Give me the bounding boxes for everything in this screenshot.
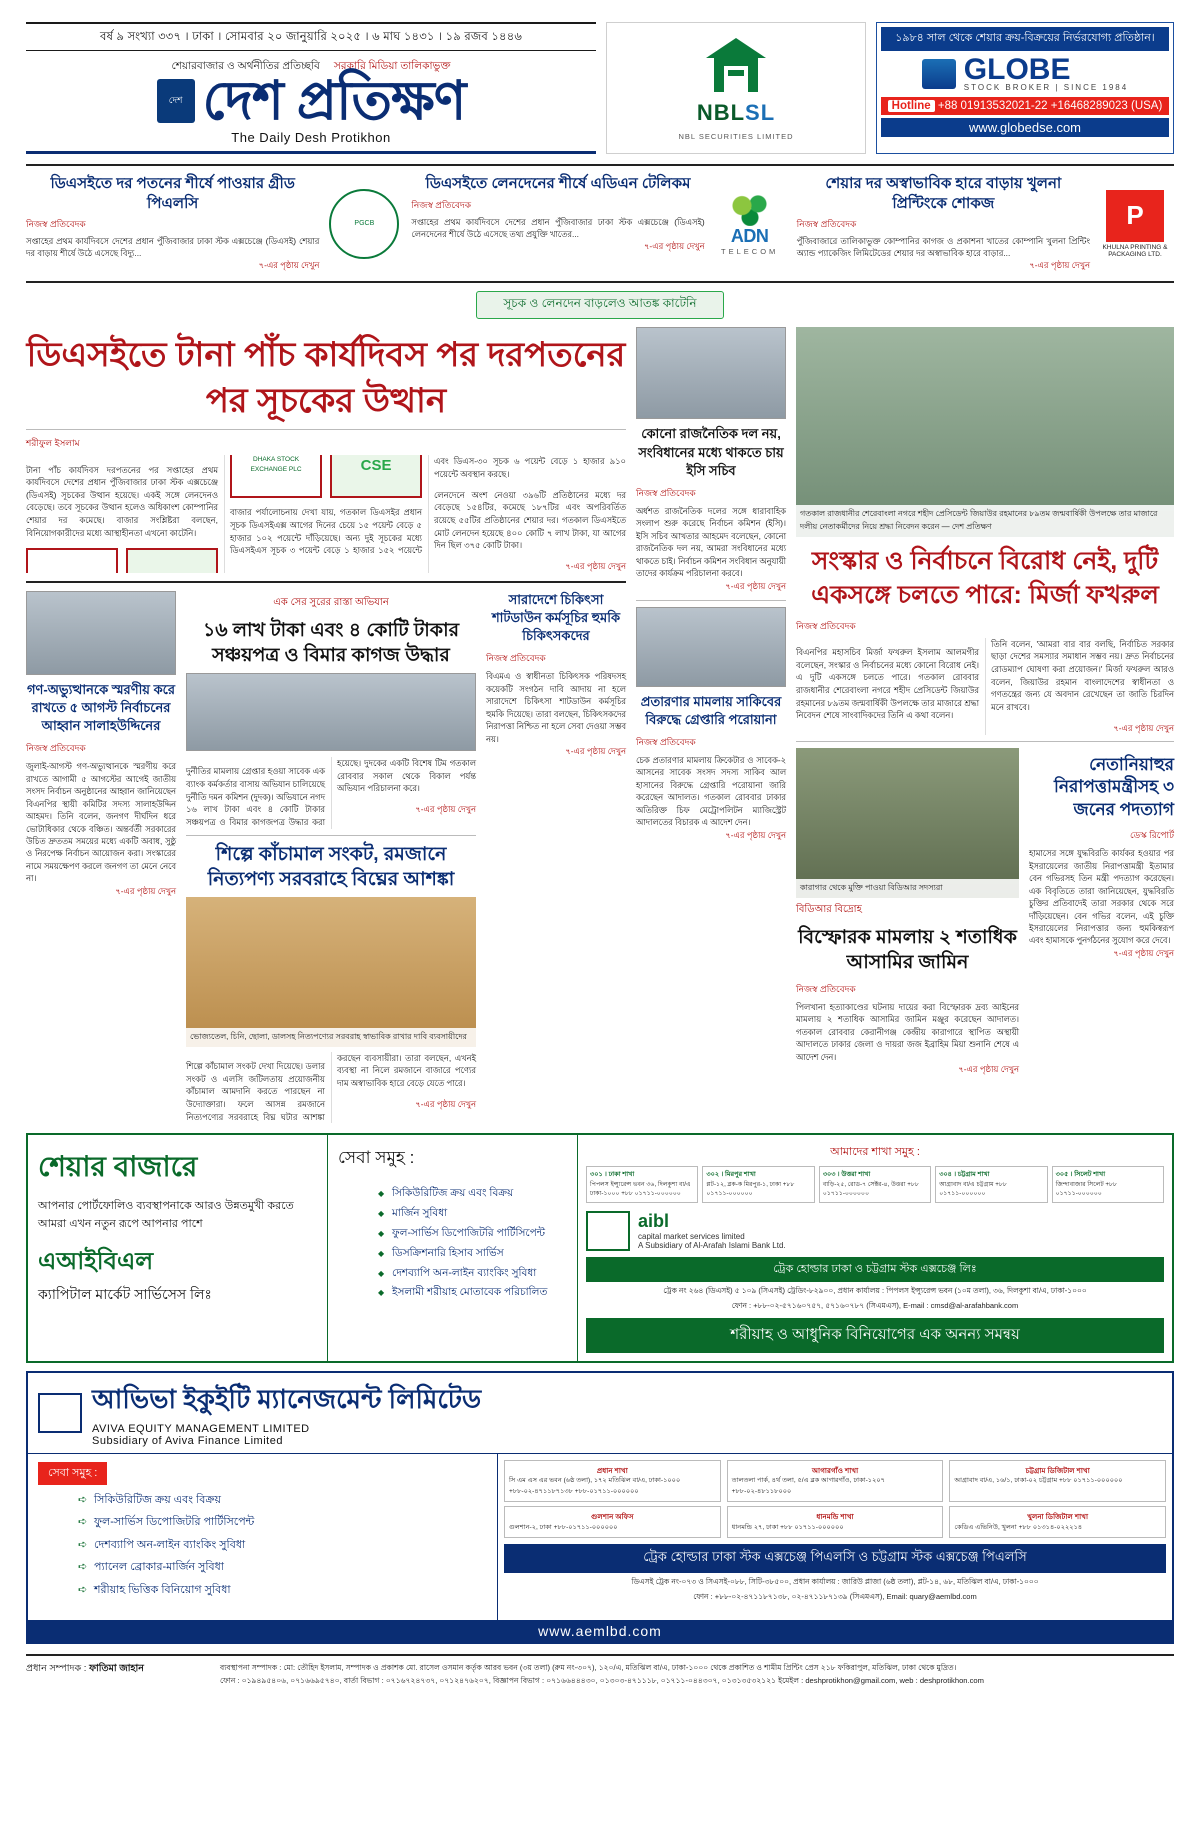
aibl-service-item: ◆ দেশব্যাপি অন-লাইন ব্যাংকিং সুবিধা	[378, 1264, 567, 1284]
lead-headline[interactable]: ডিএসইতে টানা পাঁচ কার্যদিবস পর দরপতনের পর সূচকের উত্থান	[26, 327, 626, 430]
aviva-service-item: ➪ প্যানেল ব্রোকার-মার্জিন সুবিধা	[78, 1556, 487, 1579]
aviva-header	[28, 1373, 1172, 1454]
bdr-kicker: বিডিআর বিদ্রোহ	[796, 903, 862, 915]
aviva-service-item: ➪ সিকিউরিটিজ ক্রয় এবং বিক্রয়	[78, 1489, 487, 1512]
khulna-printing-logo-icon: P KHULNA PRINTING & PACKAGING LTD.	[1096, 174, 1174, 273]
mid-stories	[26, 591, 626, 1123]
ec-byline: নিজস্ব প্রতিবেদক	[636, 487, 696, 498]
imprint-line-1: ব্যবস্থাপনা সম্পাদক : মো: তৌহিদ ইসলাম, সম্পাদক ও প্রকাশক মো. রাসেল ওসমান কর্তৃক আরব ভবন (৩য় তলা) (রুম নং-৩০৭), ১২০/এ, মতিঝিল বা/এ, ঢাকা-১০০০ থেকে প্রকাশিত ও শামীম প্রিন্টিং প্রেস ২১৮ ফকিরাপুল, মতিঝিল, ঢাকা থেকে মুদ্রিত।	[220, 1663, 957, 1673]
imprint-line-2: ফোন : ০১৯৪৯৫৪০৬, ০৭১৬৬৯৫৭৪০, বার্তা বিভাগ : ০৭১৬৭২৪৭৩৭, ০৭১২৪৭৬২০৭, বিজ্ঞাপন বিভাগ : ০৭১৬৬৪৪৪৩০, ০১৩০৩-৪৭১১১৮, ০১৭১১-০৪৪৩০৭, ০১৩১৩৫৩২১২১ ইমেইল : deshprotikhon@gmail.com, web : deshprotikhon.com	[220, 1676, 984, 1686]
top-story-2[interactable]	[411, 174, 788, 273]
bdr-headline[interactable]: বিস্ফোরক মামলায় ২ শতাধিক আসামির জামিন	[798, 926, 1017, 974]
bdr-more[interactable]: ৭-এর পৃষ্ঠায় দেখুন	[958, 1064, 1019, 1074]
aibl-ad-left	[28, 1135, 328, 1360]
bdr-photo-caption: কারাগার থেকে মুক্তি পাওয়া বিডিআর সদস্যরা	[796, 879, 1019, 898]
adn-telecom-logo-icon: ADN TELECOM	[711, 174, 789, 273]
top-story-1[interactable]	[26, 174, 403, 273]
aibl-phone: ফোন : +৮৮-০২-৫৭১৬০৭৫৭, ৫৭১৬০৭৮৭ (সিএমএস), E-mail : cmsd@al-arafahbank.com	[731, 1300, 1019, 1310]
aibl-branches	[578, 1135, 1172, 1360]
aibl-brand-sub: ক্যাপিটাল মার্কেট সার্ভিসেস লিঃ	[38, 1286, 212, 1303]
aviva-branch: খুলনা ডিজিটাল শাখা কেডিএ এভিনিউ, খুলনা +৮৮ ০১৩১৪-০২২২১৪	[949, 1506, 1166, 1538]
tagline: শেয়ারবাজার ও অর্থনীতির প্রতিচ্ছবি	[171, 60, 320, 72]
netanyahu-byline: ডেস্ক রিপোর্ট	[1129, 830, 1174, 841]
globe-tagline: ১৯৮৪ সাল থেকে শেয়ার ক্রয়-বিক্রয়ের নির্ভরযোগ্য প্রতিষ্ঠান।	[881, 27, 1169, 51]
aibl-trec: ট্রেক হোল্ডার ঢাকা ও চট্টগ্রাম স্টক এক্সচেঞ্জ লিঃ	[586, 1257, 1164, 1282]
top-story-1-more[interactable]: ৭-এর পৃষ্ঠায় দেখুন	[258, 260, 320, 271]
lead-para-2: বাজার পর্যালোচনায় দেখা যায়, গতকাল ডিএসইর প্রধান সূচক ডিএসইএক্স আগের দিনের চেয়ে ১৫ পয়েন্ট বেড়ে ৫ হাজার ১০২ পয়েন্টে দাঁড়িয়েছে। অন্য দুই সূচকের মধ্যে ডিএসইএস সূচক ৩ পয়েন্ট বেড়ে ১ হাজার ১৫২ পয়েন্টে এবং ডিএস-৩০ সূচক ৬ পয়েন্ট বেড়ে ১ হাজার ৯১০ পয়েন্টে অবস্থান করছে।	[230, 456, 626, 556]
top-story-1-byline: নিজস্ব প্রতিবেদক	[26, 219, 86, 229]
paper-title: দেশ প্রতিক্ষণ	[202, 71, 466, 131]
aibl-branch-grid	[586, 1166, 1164, 1202]
globe-hotline: Hotline +88 01913532021-22 +16468289023 (USA)	[881, 97, 1169, 115]
aibl-service-item: ◆ সিকিউরিটিজ ক্রয় এবং বিক্রয়	[378, 1184, 567, 1204]
main-content	[26, 327, 1174, 1123]
column-middle	[636, 327, 786, 1123]
aibl-title: শেয়ার বাজারে	[38, 1151, 198, 1183]
aviva-phone: ফোন : +৮৮-০২-৪৭১১৮৭১৩৮, ০২-৪৭১১৮৭১৩৯ (সিএমএস), Email: quary@aemlbd.com	[693, 1592, 977, 1602]
duduk-body-wrap	[186, 757, 476, 828]
cse-logo-icon: CSE	[126, 455, 422, 573]
aviva-branch: প্রধান শাখা সি এম এস এর ভবন (৬ষ্ঠ তলা), ১৭২ মতিঝিল বা/এ, ঢাকা-১০০০ +৮৮-০২-৪৭১১৮৭১৩৮ +৮৮-০১৭১১-০০০০০০	[504, 1460, 721, 1503]
netanyahu-story[interactable]	[1029, 748, 1174, 1077]
footer-editor	[26, 1662, 206, 1688]
masthead-logo-row	[26, 71, 596, 131]
aibl-service-item: ◆ ফুল-সার্ভিস ডিপোজিটরি পার্টিসিপেন্ট	[378, 1224, 567, 1244]
aviva-branch: ধানমন্ডি শাখা ধানমন্ডি ২৭, ঢাকা +৮৮ ০১৭১১-০০০০০০	[727, 1506, 944, 1538]
paper-logo-icon: দেশ	[157, 79, 195, 123]
fakhrul-byline: নিজস্ব প্রতিবেদক	[796, 620, 856, 631]
doctors-byline: নিজস্ব প্রতিবেদক	[486, 653, 546, 664]
top-story-1-title: ডিএসইতে দর পতনের শীর্ষে পাওয়ার গ্রীড পিএলসি	[50, 175, 295, 212]
aviva-trec-sub: ডিএসই ট্রেক নং-০৭৩ ও সিএসই-০৮৮, সিটি-৩৮৫০০, প্রধান কার্যালয় : জারিউ প্লাজা (৬ষ্ঠ তলা), প্লট-১৪, ৬৮, মতিঝিল বা/এ, ঢাকা-১০০০	[631, 1577, 1039, 1587]
aviva-website[interactable]: www.aemlbd.com	[28, 1620, 1172, 1642]
aviva-branches	[498, 1454, 1172, 1621]
aviva-branch: চট্টগ্রাম ডিজিটাল শাখা আগ্রাবাদ বা/এ, ১৬/১, ঢাকা-০২ চট্টগ্রাম +৮৮ ০১৭১১-০০০০০০	[949, 1460, 1166, 1503]
top-story-3-byline: নিজস্ব প্রতিবেদক	[796, 219, 857, 229]
aibl-branch: ৩০১ । ঢাকা শাখা পিপলস ইন্স্যুরেন্স ভবন ৩৬, দিলকুশা বা/এ ঢাকা-১০০০ +৮৮ ০১৭১১-০০০০০০	[586, 1166, 698, 1202]
duduk-kicker: এক সের সুরের রাস্তা অভিযান	[273, 596, 389, 608]
aviva-branch-row-2	[504, 1506, 1166, 1538]
aibl-services	[328, 1135, 578, 1360]
aviva-service-item: ➪ শরীয়াহ ভিত্তিক বিনিয়োগ সুবিধা	[78, 1579, 487, 1602]
salahuddin-more[interactable]: ৭-এর পৃষ্ঠায় দেখুন	[115, 885, 176, 896]
divider	[26, 581, 626, 583]
section-banner-text: সূচক ও লেনদেন বাড়লেও আতঙ্ক কাটেনি	[476, 291, 723, 319]
aibl-address: ট্রেক নং ২৬৪ (ডিএসই) ৫ ১০৯ (সিএসই) ট্রেডিং-৮২৯০০, প্রধান কার্যালয় : পিপলস ইন্স্যুরেন্স ভবন (১০ম তলা), ৩৬, দিলকুশা বা/এ, ঢাকা-১০০০	[663, 1285, 1087, 1295]
ec-body: অর্ধশত রাজনৈতিক দলের সঙ্গে ধারাবাহিক সংলাপ শুরু করেছে নির্বাচন কমিশন (ইসি)। ইসি সচিব আখতার আহমেদ বলেছেন, কোনো রাজনৈতিক দল নয়, আমরা সংবিধানের মধ্যে থাকতে চাই। নির্বাচন কমিশন সংবিধান অনুযায়ী তাদের কার্যক্রম পরিচালনা করবে।	[636, 505, 786, 579]
story-doctors[interactable]	[486, 591, 626, 1123]
industry-photo-caption: ভোজ্যতেল, চিনি, ছোলা, ডালসহ নিত্যপণ্যের সরবরাহ স্বাভাবিক রাখার দাবি ব্যবসায়ীদের	[186, 1028, 476, 1047]
top-story-3[interactable]	[797, 174, 1174, 273]
top-story-3-title: শেয়ার দর অস্বাভাবিক হারে বাড়ায় খুলনা প্রিন্টিংকে শোকজ	[825, 175, 1062, 212]
sakib-headline[interactable]: প্রতারণার মামলায় সাকিবের বিরুদ্ধে গ্রেপ্তারি পরোয়ানা	[640, 693, 782, 727]
sakib-more[interactable]: ৭-এর পৃষ্ঠায় দেখুন	[725, 829, 786, 840]
aviva-branch: আগারগাঁও শাখা তালতলা পার্ক, ৪র্থ তলা, ৫/এ ব্লক আগারগাঁও, ঢাকা-১২০৭ +৮৮-০২-৪৮১১৮০০০	[727, 1460, 944, 1503]
top-stories-strip	[26, 164, 1174, 283]
page-footer	[26, 1654, 1174, 1688]
bdr-byline: নিজস্ব প্রতিবেদক	[796, 983, 856, 994]
editor-name: ফাতিমা জাহান	[89, 1663, 144, 1675]
netanyahu-body: হামাসের সঙ্গে যুদ্ধবিরতি কার্যকর হওয়ার পর ইসরায়েলের জাতীয় নিরাপত্তামন্ত্রী ইতামার বেন গভিরসহ তিন মন্ত্রী পদত্যাগ করেছেন। এক বিবৃতিতে তারা জানিয়েছেন, যুদ্ধবিরতি চুক্তির প্রতিবাদেই তারা সরকার থেকে সরে দাঁড়িয়েছেন। বেন গভির বলেন, এই চুক্তি ইসরায়েলের নিরাপত্তার জন্য হুমকিস্বরূপ এবং হামাসকে পুনর্গঠনের সুযোগ করে দেবে।	[1029, 848, 1174, 946]
sakib-photo	[636, 607, 786, 687]
doctors-more[interactable]: ৭-এর পৃষ্ঠায় দেখুন	[565, 746, 626, 756]
section-banner	[26, 291, 1174, 319]
aviva-services-list	[38, 1489, 487, 1602]
aibl-logo-icon	[586, 1211, 630, 1251]
ad-globe-stock-broker[interactable]	[876, 22, 1174, 154]
doctors-body: বিএমএ ও স্বাধীনতা চিকিৎসক পরিষদসহ কয়েকটি সংগঠন দাবি আদায় না হলে সারাদেশে চিকিৎসা শাটডাউন কর্মসূচির হুমকি দিয়েছে। তারা বলছেন, চিকিৎসকদের নিরাপত্তা নিশ্চিত না হলে সেবা দেওয়া সম্ভব নয়।	[486, 671, 626, 744]
industry-more[interactable]: ৭-এর পৃষ্ঠায় দেখুন	[415, 1099, 476, 1110]
salahuddin-body: জুলাই-আগস্ট গণ-অভ্যুত্থানকে স্মরণীয় করে রাখতে আগামী ৫ আগস্টের আগেই জাতীয় সংসদ নির্বাচন অনুষ্ঠানের আহ্বান জানিয়েছেন বিএনপির স্থায়ী কমিটির সদস্য সালাহউদ্দিন আহমদ। তিনি বলেন, জনগণ দীর্ঘদিন ধরে ভোটাধিকার থেকে বঞ্চিত। অন্তর্বর্তী সরকারের উচিত দ্রুততম সময়ের মধ্যে একটি অবাধ, সুষ্ঠু ও নিরপেক্ষ নির্বাচন আয়োজন করা। সংস্কারের নামে সময়ক্ষেপণ করলে জনগণ তা মেনে নেবে না।	[26, 761, 176, 884]
aibl-paragraph: আপনার পোর্টফোলিও ব্যবস্থাপনাকে আরও উন্নতমুখী করতে আমরা এখন নতুন রূপে আপনার পাশে	[38, 1200, 294, 1230]
aibl-services-title: সেবা সমুহ :	[338, 1148, 415, 1168]
fakhrul-headline[interactable]: সংস্কার ও নির্বাচনে বিরোধ নেই, দুটি একসঙ্গে চলতে পারে: মির্জা ফখরুল	[811, 547, 1159, 610]
aibl-branch: ৩০৪ । চট্টগ্রাম শাখা আগ্রাবাদ বা/এ চট্টগ্রাম +৮৮ ০১৭১১-০০০০০০	[935, 1166, 1047, 1202]
masthead	[26, 22, 1174, 154]
nbl-subtitle: NBL SECURITIES LIMITED	[678, 131, 794, 141]
duduk-more[interactable]: ৭-এর পৃষ্ঠায় দেখুন	[415, 804, 476, 815]
bdr-photo	[796, 748, 1019, 898]
pgcb-logo-icon: PGCB	[325, 174, 403, 273]
top-story-2-body: সপ্তাহের প্রথম কার্যদিবসে দেশের প্রধান পুঁজিবাজার ঢাকা স্টক এক্সচেঞ্জে (ডিএসই) লেনদেনের শীর্ষে উঠে এসেছে তথ্য প্রযুক্তি খাতের...	[411, 216, 705, 239]
fakhrul-para-2: তিনি বলেন, 'আমরা বার বার বলছি, নির্বাচিত সরকার ছাড়া দেশের সমস্যার সমাধান সম্ভব নয়। দ্রুত নির্বাচনের রোডম্যাপ ঘোষণা করা প্রয়োজন।' মির্জা ফখরুল আরও বলেন, জিয়াউর রহমান বাংলাদেশের স্বাধীনতা ও গণতন্ত্রের জন্য যে অবদান রেখেছেন তা জাতি চিরদিন মনে রাখবে।	[991, 638, 1174, 712]
aibl-branch-title: আমাদের শাখা সমুহ :	[830, 1146, 920, 1159]
duduk-body: দুর্নীতির মামলায় গ্রেপ্তার হওয়া সাবেক এক ব্যাংক কর্মকর্তার বাসায় অভিযান চালিয়েছে দুর্নীতি দমন কমিশন (দুদক)। অভিযানে নগদ ১৬ লাখ টাকা এবং ৪ কোটি টাকার সঞ্চয়পত্র ও বিমার কাগজপত্র উদ্ধার করা হয়েছে। দুদকের একটি বিশেষ টিম গতকাল রোববার সকাল থেকে বিকাল পর্যন্ত অভিযান পরিচালনা করে।	[186, 758, 476, 827]
aibl-service-item: ◆ ডিসক্রিশনারি হিসাব সার্ভিস	[378, 1244, 567, 1264]
ec-headline[interactable]: কোনো রাজনৈতিক দল নয়, সংবিধানের মধ্যে থাকতে চায় ইসি সচিব	[638, 426, 784, 478]
dse-logo-icon: DHAKA STOCK EXCHANGE PLC	[26, 455, 322, 573]
bdr-story[interactable]	[796, 748, 1019, 1077]
aviva-branch: গুলশান অফিস গুলশান-২, ঢাকা +৮৮-০১৭১১-০০০০০০	[504, 1506, 721, 1538]
bdr-and-netanyahu	[796, 748, 1174, 1077]
top-story-2-title: ডিএসইতে লেনদেনের শীর্ষে এডিএন টেলিকম	[425, 175, 691, 192]
fakhrul-para-1: বিএনপির মহাসচিব মির্জা ফখরুল ইসলাম আলমগীর বলেছেন, সংস্কার ও নির্বাচনের মধ্যে কোনো বিরোধ নেই। এ দুটি একসঙ্গে চলতে পারে। গতকাল রোববার রাজধানীর শেরেবাংলা নগরে শহীদ প্রেসিডেন্ট জিয়াউর রহমানের ৮৯তম জন্মবার্ষিকী উপলক্ষে তার মাজারে শ্রদ্ধা নিবেদন শেষে সাংবাদিকদের তিনি এ কথা বলেন।	[796, 647, 979, 721]
chart-icon	[922, 59, 956, 89]
aviva-service-item: ➪ দেশব্যাপি অন-লাইন ব্যাংকিং সুবিধা	[78, 1534, 487, 1557]
footer-imprint	[220, 1662, 1174, 1688]
aibl-logo-block	[586, 1211, 1164, 1251]
ec-more[interactable]: ৭-এর পৃষ্ঠায় দেখুন	[725, 580, 786, 591]
aviva-branch-row-1	[504, 1460, 1166, 1503]
top-story-2-byline: নিজস্ব প্রতিবেদক	[411, 199, 472, 210]
paper-title-english: The Daily Desh Protikhon	[231, 130, 391, 145]
aviva-services	[28, 1454, 498, 1621]
aibl-service-item: ◆ মার্জিন সুবিধা	[378, 1204, 567, 1224]
ad-aibl-capital-market[interactable]	[26, 1133, 1174, 1362]
industry-body: শিল্পে কাঁচামাল সংকট দেখা দিয়েছে। ডলার সংকট ও এলসি জটিলতায় প্রয়োজনীয় কাঁচামাল আমদানি করতে পারছেন না উদ্যোক্তারা। ফলে আসন্ন রমজানে নিত্যপণ্যের সরবরাহে বিঘ্ন ঘটার আশঙ্কা করছেন ব্যবসায়ীরা। তারা বলছেন, এখনই ব্যবস্থা না নিলে রমজানে বাজারে পণ্যের দাম অস্বাভাবিক হারে বেড়ে যেতে পারে।	[186, 1052, 476, 1122]
portrait-photo	[26, 591, 176, 675]
aviva-trec: ট্রেক হোল্ডার ঢাকা স্টক এক্সচেঞ্জ পিএলসি ও চট্টগ্রাম স্টক এক্সচেঞ্জ পিএলসি	[504, 1544, 1166, 1573]
top-story-2-more[interactable]: ৭-এর পৃষ্ঠায় দেখুন	[643, 240, 705, 251]
zia-mazar-photo	[796, 327, 1174, 537]
lead-more[interactable]: ৭-এর পৃষ্ঠায় দেখুন	[565, 561, 626, 572]
story-duduk[interactable]	[186, 591, 476, 1123]
globe-website[interactable]: www.globedse.com	[881, 118, 1169, 137]
house-icon	[704, 36, 768, 94]
top-story-1-body: সপ্তাহের প্রথম কার্যদিবসে দেশের প্রধান পুঁজিবাজার ঢাকা স্টক এক্সচেঞ্জে (ডিএসই) শেয়ার দর বাড়ায় শীর্ষে উঠে এসেছে বিদ্যু...	[26, 236, 320, 259]
zia-photo-caption: গতকাল রাজধানীর শেরেবাংলা নগরে শহীদ প্রেসিডেন্ট জিয়াউর রহমানের ৮৯তম জন্মবার্ষিকী উপলক্ষে তার মাজারে দলীয় নেতাকর্মীদের নিয়ে শ্রদ্ধা নিবেদন করেন — দেশ প্রতিক্ষণ	[796, 505, 1174, 537]
aibl-branch: ৩০২ । মিরপুর শাখা প্লট-১২, ব্লক-ক মিরপুর-১, ঢাকা +৮৮ ০১৭১১-০০০০০০	[702, 1166, 814, 1202]
aviva-logo-icon	[38, 1393, 82, 1433]
govt-listed-tag: সরকারি মিডিয়া তালিকাভুক্ত	[333, 60, 451, 72]
globe-wordmark: GLOBE STOCK BROKER | SINCE 1984	[963, 52, 1129, 93]
doctors-headline[interactable]: সারাদেশে চিকিৎসা শাটডাউন কর্মসূচির হুমকি চিকিৎসকদের	[491, 591, 621, 644]
globe-logo-row	[881, 54, 1169, 94]
lead-byline: শরীফুল ইসলাম	[26, 438, 80, 449]
ad-nbl-securities[interactable]	[606, 22, 866, 154]
lead-para-3: লেনদেনে অংশ নেওয়া ৩৯৬টি প্রতিষ্ঠানের মধ্যে দর বেড়েছে ১৫৪টির, কমেছে ১৮৭টির এবং অপরিবর্তিত রয়েছে ৫৫টির প্রতিষ্ঠানের শেয়ার দর। গতকাল ডিএসইতে মোট লেনদেন হয়েছে ৪০০ কোটি ৭ লাখ টাকা, যা আগের দিন ছিল ৩৭৫ কোটি টাকা।	[434, 489, 626, 551]
aibl-service-item: ◆ ইসলামী শরীয়াহ মোতাবেক পরিচালিত	[378, 1283, 567, 1303]
sakib-byline: নিজস্ব প্রতিবেদক	[636, 736, 696, 747]
aibl-services-list	[338, 1184, 567, 1304]
aviva-service-item: ➪ ফুল-সার্ভিস ডিপোজিটরি পার্টিসিপেন্ট	[78, 1511, 487, 1534]
ec-secretary-photo	[636, 327, 786, 419]
salahuddin-byline: নিজস্ব প্রতিবেদক	[26, 743, 86, 754]
industry-headline[interactable]: শিল্পে কাঁচামাল সংকট, রমজানে নিত্যপণ্য সরবরাহে বিঘ্নের আশঙ্কা	[207, 843, 455, 891]
duduk-photo	[186, 673, 476, 751]
aibl-brand: এআইবিএল	[38, 1248, 154, 1276]
aibl-wordmark: aibl capital market services limited A Subsidiary of Al-Arafah Islami Bank Ltd.	[638, 1211, 786, 1251]
top-story-3-body: পুঁজিবাজারে তালিকাভুক্ত কোম্পানির কাগজ ও প্রকাশনা খাতের কোম্পানি খুলনা প্রিন্টিং অ্যান্ড প্যাকেজিং লিমিটেডের শেয়ার দর অস্বাভাবিক হারে বাড়ার...	[796, 236, 1090, 259]
netanyahu-headline[interactable]: নেতানিয়াহুর নিরাপত্তামন্ত্রীসহ ৩ জনের পদত্যাগ	[1054, 754, 1174, 820]
story-left-sidebar[interactable]	[26, 591, 176, 1123]
masthead-rule	[26, 151, 596, 154]
aibl-branch: ৩০৫ । সিলেট শাখা জিন্দাবাজার সিলেট +৮৮ ০১৭১১-০০০০০০	[1052, 1166, 1164, 1202]
fakhrul-more[interactable]: ৭-এর পৃষ্ঠায় দেখুন	[1113, 722, 1174, 733]
industry-photo	[186, 897, 476, 1047]
salahuddin-headline[interactable]: গণ-অভ্যুত্থানকে স্মরণীয় করে রাখতে ৫ আগস্ট নির্বাচনের আহ্বান সালাহউদ্দিনের	[26, 681, 176, 734]
editor-label: প্রধান সম্পাদক :	[26, 1663, 87, 1675]
industry-body-wrap	[186, 1052, 476, 1123]
netanyahu-more[interactable]: ৭-এর পৃষ্ঠায় দেখুন	[1113, 947, 1174, 958]
aviva-wordmark: আভিভা ইকুইটি ম্যানেজমেন্ট লিমিটেড AVIVA EQUITY MANAGEMENT LIMITED Subsidiary of Aviva Finance Limited	[92, 1383, 482, 1447]
sakib-body: চেক প্রতারণার মামলায় ক্রিকেটার ও সাবেক-২ আসনের সাবেক সংসদ সদস্য সাকিব আল হাসানের বিরুদ্ধে গ্রেপ্তারি পরোয়ানা জারি করেছেন আদালত। গতকাল রোববার ঢাকার অতিরিক্ত চিফ মেট্রোপলিটন ম্যাজিস্ট্রেট আদালতের বিচারক এ আদেশ দেন।	[636, 754, 786, 828]
column-left	[26, 327, 626, 1123]
aibl-slogan: শরীয়াহ ও আধুনিক বিনিয়োগের এক অনন্য সমন্বয়	[586, 1318, 1164, 1353]
lead-body	[26, 455, 626, 573]
aibl-branch: ৩০৩ । উত্তরা শাখা বাড়ি-২৫, রোড-৭ সেক্টর-৪, উত্তরা +৮৮ ০১৭১১-০০০০০০	[819, 1166, 931, 1202]
aviva-body	[28, 1454, 1172, 1621]
lead-para-1: টানা পাঁচ কার্যদিবস দরপতনের পর সপ্তাহের প্রথম কার্যদিবসে দেশের প্রধান পুঁজিবাজার ঢাকা স্টক এক্সচেঞ্জে (ডিএসই) সূচকের উত্থান হয়েছে। একই সঙ্গে লেনদেনও বেড়েছে। তবে সূচকের উত্থান হলেও অধিকাংশ কোম্পানির শেয়ার দর কমেছে। বাজার সংশ্লিষ্টরা বলছেন, বিনিয়োগকারীদের মধ্যে আস্থাহীনতা এখনো কাটেনি।	[26, 464, 218, 538]
column-right	[796, 327, 1174, 1123]
ad-aviva-equity[interactable]	[26, 1371, 1174, 1645]
fakhrul-body-wrap	[796, 638, 1174, 735]
top-story-3-more[interactable]: ৭-এর পৃষ্ঠায় দেখুন	[1029, 260, 1090, 271]
duduk-headline[interactable]: ১৬ লাখ টাকা এবং ৪ কোটি টাকার সঞ্চয়পত্র ও বিমার কাগজ উদ্ধার	[202, 619, 460, 667]
nbl-wordmark: NBLSL	[696, 99, 776, 125]
bdr-body: পিলখানা হত্যাকাণ্ডের ঘটনায় দায়ের করা বিস্ফোরক দ্রব্য আইনের মামলায় ২ শতাধিক আসামির জামিন মঞ্জুর করেছেন আদালত। গতকাল রোববার কেরানীগঞ্জ কেন্দ্রীয় কারাগারে স্থাপিত অস্থায়ী আদালতে ঢাকার জেলা ও দায়রা জজ ইব্রাহিম মিয়া শুনানি শেষে এ আদেশ দেন।	[796, 1001, 1019, 1062]
aviva-services-title: সেবা সমুহ :	[38, 1462, 107, 1485]
dateline: বর্ষ ৯ সংখ্যা ৩৩৭ । ঢাকা । সোমবার ২০ জানুয়ারি ২০২৫ । ৬ মাঘ ১৪৩১ । ১৯ রজব ১৪৪৬	[26, 22, 596, 51]
masthead-left	[26, 22, 596, 154]
